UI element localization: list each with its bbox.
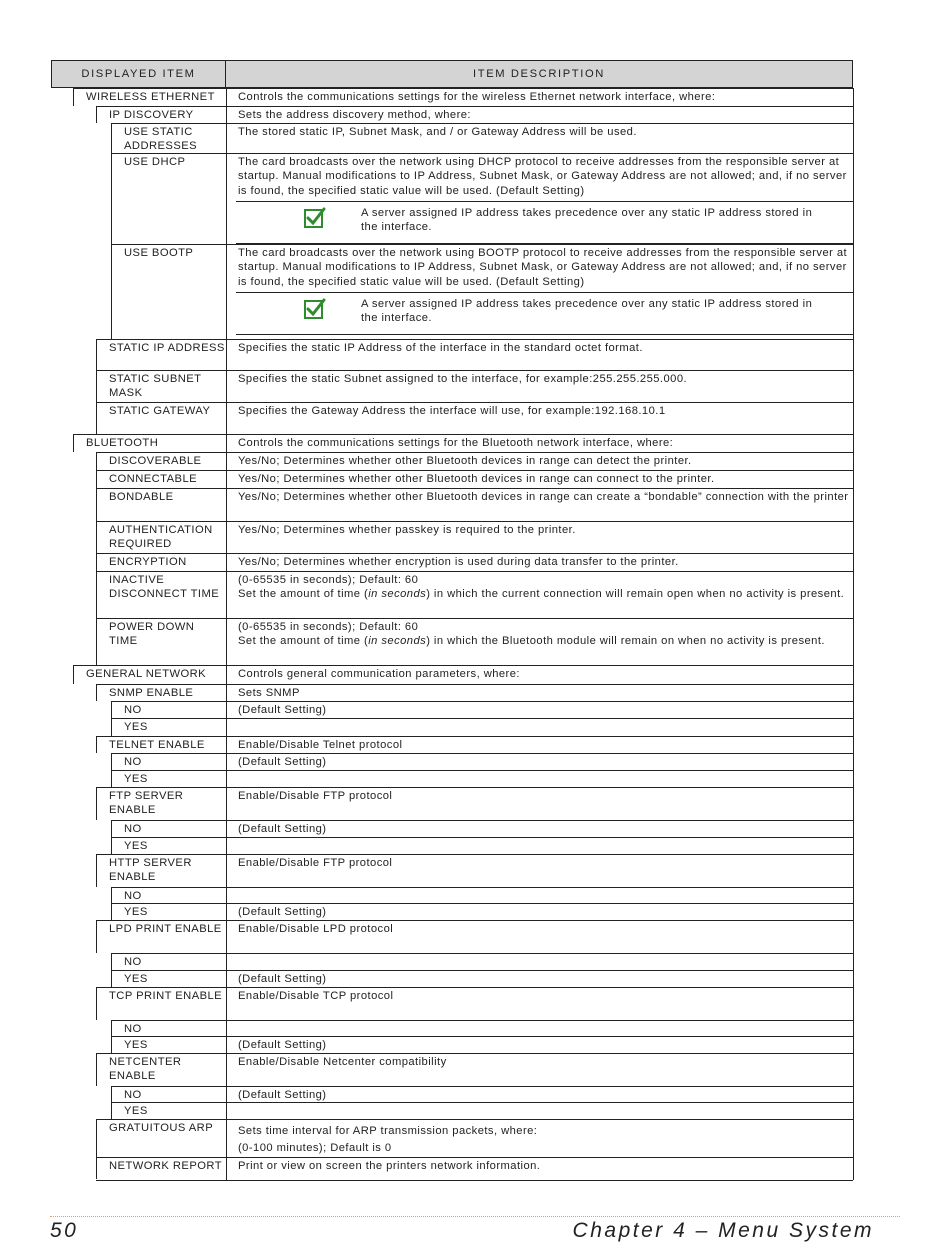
table-row-description: The card broadcasts over the network using DHCP protocol to receive addresses from the responsible server at startup. Manual modifications to IP Address, Subnet Mask, or Gateway Address are not allowed; and, if no server is found, the specified static value will be used. (Default Setting) [238, 156, 847, 197]
table-row-description: Yes/No; Determines whether other Bluetooth devices in range can detect the printer. [238, 455, 692, 467]
description-line: Sets time interval for ARP transmission packets, where: [238, 1125, 538, 1137]
table-row-description: Enable/Disable FTP protocol [238, 790, 393, 802]
table-row-description: The stored static IP, Subnet Mask, and / or Gateway Address will be used. [238, 126, 637, 138]
description-range: (0-65535 in seconds); Default: 60 [238, 574, 419, 586]
note-text: A server assigned IP address takes precedence over any static IP address stored in the interface. [361, 298, 813, 325]
checkmark-icon [304, 207, 326, 234]
frame-left-header [51, 60, 52, 88]
table-row-description: (Default Setting) [238, 973, 327, 985]
note-text: A server assigned IP address takes precedence over any static IP address stored in the interface. [361, 207, 813, 234]
chapter-title: Chapter 4 – Menu System [572, 1219, 874, 1242]
table-row-item: INACTIVE DISCONNECT TIME [109, 574, 220, 601]
table-row-item: WIRELESS ETHERNET [86, 91, 215, 103]
table-row-item: SNMP ENABLE [109, 687, 194, 699]
description-range: (0-65535 in seconds); Default: 60 [238, 621, 419, 633]
table-row-item: BONDABLE [109, 491, 174, 503]
table-row-item: IP DISCOVERY [109, 109, 194, 121]
table-row-item: USE BOOTP [124, 247, 194, 259]
table-row-item: YES [124, 840, 148, 852]
table-row-description: Yes/No; Determines whether passkey is required to the printer. [238, 524, 576, 536]
frame-right [853, 88, 854, 1180]
table-row-description: Specifies the Gateway Address the interface will use, for example:192.168.10.1 [238, 405, 666, 417]
table-row-description: (Default Setting) [238, 1089, 327, 1101]
table-row-description: Yes/No; Determines whether other Bluetooth devices in range can connect to the printer. [238, 473, 715, 485]
table-row-item: TCP PRINT ENABLE [109, 990, 223, 1002]
table-row-item: POWER DOWN TIME [109, 621, 195, 648]
table-row-item: STATIC SUBNET MASK [109, 373, 202, 400]
table-row-description: Controls general communication parameters, where: [238, 668, 520, 680]
table-row-description: Sets SNMP [238, 687, 300, 699]
table-row-description: Enable/Disable LPD protocol [238, 923, 394, 935]
table-row-item: NO [124, 704, 142, 716]
table-row-description [226, 1119, 853, 1157]
table-row-description [226, 953, 853, 970]
table-row-item: NETCENTER ENABLE [109, 1056, 182, 1083]
table-row-item: YES [124, 973, 148, 985]
table-row-description: Controls the communications settings for the Bluetooth network interface, where: [238, 437, 674, 449]
table-row-description: Print or view on screen the printers network information. [238, 1160, 541, 1172]
table-row-description: Enable/Disable Telnet protocol [238, 739, 403, 751]
table-row-item: DISCOVERABLE [109, 455, 202, 467]
note-rule-top [236, 292, 853, 293]
table-row-description [226, 571, 853, 618]
table-row-description: Enable/Disable FTP protocol [238, 857, 393, 869]
table-row-item: HTTP SERVER ENABLE [109, 857, 192, 884]
header-item-description: ITEM DESCRIPTION [225, 60, 853, 88]
table-row-description: (Default Setting) [238, 1039, 327, 1051]
table-row-item: NO [124, 756, 142, 768]
table-row-item: YES [124, 1039, 148, 1051]
table-row-description [226, 1102, 853, 1119]
table-row-item: STATIC GATEWAY [109, 405, 211, 417]
description-text: ) in which the Bluetooth module will remain on when no activity is present. [426, 635, 825, 648]
table-row-item: GRATUITOUS ARP [109, 1122, 214, 1134]
page-number: 50 [50, 1219, 79, 1242]
table-row-item: FTP SERVER ENABLE [109, 790, 184, 817]
table-row-item: USE DHCP [124, 156, 186, 168]
table-row-item: NO [124, 1089, 142, 1101]
table-row-item: YES [124, 1105, 148, 1117]
table-row-description: The card broadcasts over the network using BOOTP protocol to receive addresses from the responsible server at startup. Manual modifications to IP Address, Subnet Mask, or Gateway Address are not allowed; and, if no server is found, the specified static value will be used. (Default Setting) [238, 247, 848, 288]
checkmark-icon [304, 298, 326, 325]
description-line: (0-100 minutes); Default is 0 [238, 1142, 392, 1155]
table-row-description: (Default Setting) [238, 906, 327, 918]
table-row-item: NETWORK REPORT [109, 1160, 223, 1172]
header-displayed-item: DISPLAYED ITEM [51, 60, 226, 88]
table-row-description [226, 618, 853, 665]
table-row-description: Sets the address discovery method, where: [238, 109, 471, 121]
note-rule-top [236, 201, 853, 202]
table-row-item: BLUETOOTH [86, 437, 159, 449]
footer-rule [50, 1216, 900, 1217]
table-row-description: (Default Setting) [238, 823, 327, 835]
description-text: ) in which the current connection will remain open when no activity is present. [426, 588, 845, 601]
description-emphasis: in seconds [368, 635, 427, 648]
table-row-item: TELNET ENABLE [109, 739, 205, 751]
table-row-item: LPD PRINT ENABLE [109, 923, 222, 935]
table-row-description: Controls the communications settings for the wireless Ethernet network interface, where: [238, 91, 716, 103]
table-row-item: AUTHENTICATION REQUIRED [109, 524, 213, 551]
table-row-description: (Default Setting) [238, 756, 327, 768]
table-row-description: Yes/No; Determines whether encryption is used during data transfer to the printer. [238, 556, 679, 568]
description-text: Set the amount of time ( [238, 588, 369, 601]
table-row-item: STATIC IP ADDRESS [109, 342, 225, 354]
table-row-description: Yes/No; Determines whether other Bluetooth devices in range can create a “bondable” connection with the printer [238, 491, 849, 503]
table-row-description [226, 770, 853, 787]
table-row-item: USE STATIC ADDRESSES [124, 126, 198, 153]
table-row-item: NO [124, 1023, 142, 1035]
description-text: Set the amount of time ( [238, 635, 369, 648]
table-row-item: NO [124, 823, 142, 835]
table-row-description [226, 887, 853, 903]
frame-bottom [96, 1180, 853, 1181]
table-row-item: NO [124, 890, 142, 902]
table-row-item: YES [124, 721, 148, 733]
table-row-description: (Default Setting) [238, 704, 327, 716]
table-row-item: GENERAL NETWORK [86, 668, 207, 680]
table-row-description: Enable/Disable TCP protocol [238, 990, 394, 1002]
table-row-description [226, 1020, 853, 1036]
note-rule-bottom [236, 334, 853, 335]
table-row-item: ENCRYPTION [109, 556, 187, 568]
table-row-description [226, 837, 853, 854]
description-emphasis: in seconds [368, 588, 427, 601]
table-row-item: YES [124, 906, 148, 918]
table-row-item: CONNECTABLE [109, 473, 198, 485]
table-row-description [226, 718, 853, 736]
table-row-item: YES [124, 773, 148, 785]
table-row-description: Specifies the static IP Address of the interface in the standard octet format. [238, 342, 643, 354]
table-row-description: Enable/Disable Netcenter compatibility [238, 1056, 447, 1068]
table-row-description: Specifies the static Subnet assigned to the interface, for example:255.255.255.000. [238, 373, 688, 385]
table-row-item: NO [124, 956, 142, 968]
